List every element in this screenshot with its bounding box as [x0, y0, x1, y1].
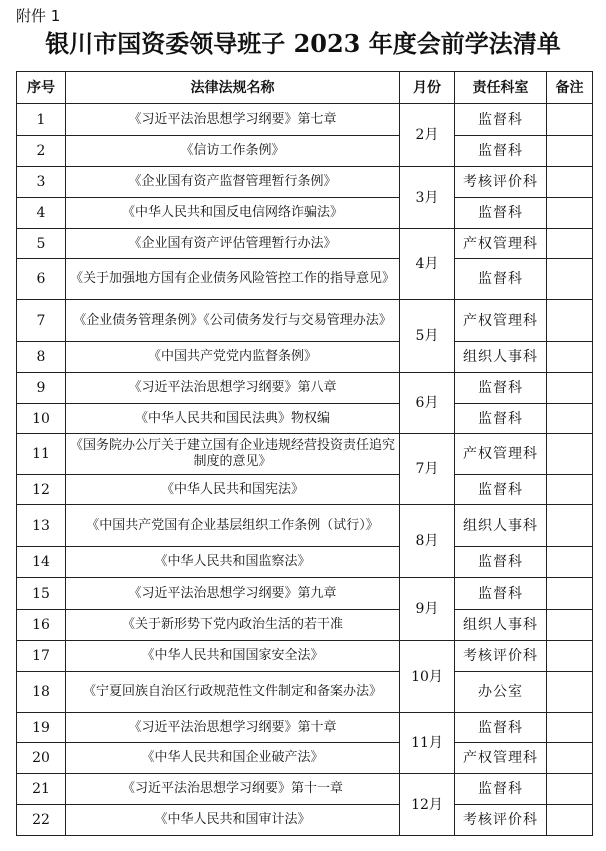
row-note — [547, 475, 593, 505]
attachment-label: 附件 1 — [16, 7, 61, 25]
row-dept: 监督科 — [455, 404, 547, 434]
row-law-name: 《关于新形势下党内政治生活的若干准 — [66, 610, 400, 641]
row-note — [547, 743, 593, 774]
row-month: 8月 — [400, 505, 455, 578]
table-row — [17, 743, 593, 774]
row-note — [547, 774, 593, 805]
table-row — [17, 672, 593, 713]
row-note — [547, 167, 593, 198]
row-month: 12月 — [400, 774, 455, 836]
row-month: 3月 — [400, 167, 455, 229]
row-dept: 产权管理科 — [455, 300, 547, 342]
row-dept: 产权管理科 — [455, 434, 547, 475]
row-law-name: 《习近平法治思想学习纲要》第十章 — [66, 713, 400, 743]
row-dept: 组织人事科 — [455, 610, 547, 641]
row-law-name: 《中华人民共和国国家安全法》 — [66, 641, 400, 672]
table-row — [17, 136, 593, 167]
row-law-name: 《企业国有资产监督管理暂行条例》 — [66, 167, 400, 198]
table-row — [17, 229, 593, 259]
row-month: 6月 — [400, 373, 455, 434]
row-law-name: 《习近平法治思想学习纲要》第十一章 — [66, 774, 400, 805]
row-note — [547, 342, 593, 373]
row-index: 16 — [17, 610, 66, 641]
row-dept: 考核评价科 — [455, 641, 547, 672]
row-month: 11月 — [400, 713, 455, 774]
row-law-name: 《习近平法治思想学习纲要》第九章 — [66, 578, 400, 610]
row-index: 2 — [17, 136, 66, 167]
row-dept: 组织人事科 — [455, 505, 547, 547]
table-row — [17, 300, 593, 342]
row-law-name: 《中国共产党国有企业基层组织工作条例（试行）》 — [66, 505, 400, 547]
row-month: 2月 — [400, 104, 455, 167]
row-index: 21 — [17, 774, 66, 805]
row-dept: 产权管理科 — [455, 229, 547, 259]
table-row — [17, 774, 593, 805]
table-row — [17, 610, 593, 641]
row-month: 10月 — [400, 641, 455, 713]
row-dept: 监督科 — [455, 259, 547, 300]
table-row — [17, 475, 593, 505]
row-law-name: 《中华人民共和国反电信网络诈骗法》 — [66, 198, 400, 229]
table-row — [17, 713, 593, 743]
row-law-name: 《中华人民共和国监察法》 — [66, 547, 400, 578]
row-index: 6 — [17, 259, 66, 300]
row-dept: 监督科 — [455, 136, 547, 167]
row-month: 5月 — [400, 300, 455, 373]
row-note — [547, 373, 593, 404]
row-dept: 监督科 — [455, 373, 547, 404]
row-dept: 监督科 — [455, 198, 547, 229]
table-row — [17, 373, 593, 404]
row-law-name: 《习近平法治思想学习纲要》第七章 — [66, 104, 400, 136]
row-month: 7月 — [400, 434, 455, 505]
row-note — [547, 641, 593, 672]
row-index: 18 — [17, 672, 66, 713]
row-index: 12 — [17, 475, 66, 505]
header-month: 月份 — [400, 72, 455, 104]
row-index: 13 — [17, 505, 66, 547]
row-dept: 监督科 — [455, 104, 547, 136]
table-row — [17, 805, 593, 836]
row-note — [547, 104, 593, 136]
header-note: 备注 — [547, 72, 593, 104]
row-note — [547, 198, 593, 229]
row-note — [547, 434, 593, 475]
row-note — [547, 578, 593, 610]
table-row — [17, 259, 593, 300]
row-note — [547, 229, 593, 259]
row-note — [547, 136, 593, 167]
table-row — [17, 198, 593, 229]
table-row — [17, 547, 593, 578]
row-index: 9 — [17, 373, 66, 404]
row-index: 20 — [17, 743, 66, 774]
row-index: 19 — [17, 713, 66, 743]
row-note — [547, 713, 593, 743]
row-index: 17 — [17, 641, 66, 672]
table-row — [17, 434, 593, 475]
row-dept: 考核评价科 — [455, 805, 547, 836]
row-law-name: 《中华人民共和国宪法》 — [66, 475, 400, 505]
row-month: 4月 — [400, 229, 455, 300]
row-index: 15 — [17, 578, 66, 610]
row-law-name: 《中国共产党党内监督条例》 — [66, 342, 400, 373]
row-dept: 监督科 — [455, 578, 547, 610]
row-dept: 办公室 — [455, 672, 547, 713]
row-dept: 监督科 — [455, 713, 547, 743]
row-law-name: 《企业债务管理条例》《公司债务发行与交易管理办法》 — [66, 300, 400, 342]
row-law-name: 《中华人民共和国企业破产法》 — [66, 743, 400, 774]
table-row — [17, 404, 593, 434]
row-index: 5 — [17, 229, 66, 259]
table-row — [17, 505, 593, 547]
table-row — [17, 641, 593, 672]
document-title: 银川市国资委领导班子 2023 年度会前学法清单 — [45, 29, 561, 58]
row-index: 8 — [17, 342, 66, 373]
row-note — [547, 404, 593, 434]
row-index: 7 — [17, 300, 66, 342]
header-index: 序号 — [17, 72, 66, 104]
row-note — [547, 259, 593, 300]
study-list-table — [16, 71, 593, 836]
row-dept: 监督科 — [455, 547, 547, 578]
row-law-name: 《中华人民共和国民法典》物权编 — [66, 404, 400, 434]
row-law-name: 《关于加强地方国有企业债务风险管控工作的指导意见》 — [66, 259, 400, 300]
row-dept: 考核评价科 — [455, 167, 547, 198]
row-note — [547, 610, 593, 641]
row-dept: 产权管理科 — [455, 743, 547, 774]
row-note — [547, 300, 593, 342]
row-law-name: 《企业国有资产评估管理暂行办法》 — [66, 229, 400, 259]
row-law-name: 《中华人民共和国审计法》 — [66, 805, 400, 836]
table-row — [17, 104, 593, 136]
table-row — [17, 342, 593, 373]
row-dept: 监督科 — [455, 475, 547, 505]
row-index: 14 — [17, 547, 66, 578]
row-index: 4 — [17, 198, 66, 229]
header-name: 法律法规名称 — [66, 72, 400, 104]
row-dept: 监督科 — [455, 774, 547, 805]
row-note — [547, 672, 593, 713]
row-month: 9月 — [400, 578, 455, 641]
table-row — [17, 167, 593, 198]
row-law-name: 《信访工作条例》 — [66, 136, 400, 167]
table-header-row — [17, 72, 593, 104]
row-law-name: 《宁夏回族自治区行政规范性文件制定和备案办法》 — [66, 672, 400, 713]
header-dept: 责任科室 — [455, 72, 547, 104]
row-index: 22 — [17, 805, 66, 836]
row-dept: 组织人事科 — [455, 342, 547, 373]
row-note — [547, 805, 593, 836]
row-law-name: 《习近平法治思想学习纲要》第八章 — [66, 373, 400, 404]
row-law-name: 《国务院办公厅关于建立国有企业违规经营投资责任追究制度的意见》 — [66, 434, 400, 475]
row-note — [547, 547, 593, 578]
row-index: 11 — [17, 434, 66, 475]
row-index: 10 — [17, 404, 66, 434]
table-row — [17, 578, 593, 610]
row-index: 1 — [17, 104, 66, 136]
row-note — [547, 505, 593, 547]
row-index: 3 — [17, 167, 66, 198]
